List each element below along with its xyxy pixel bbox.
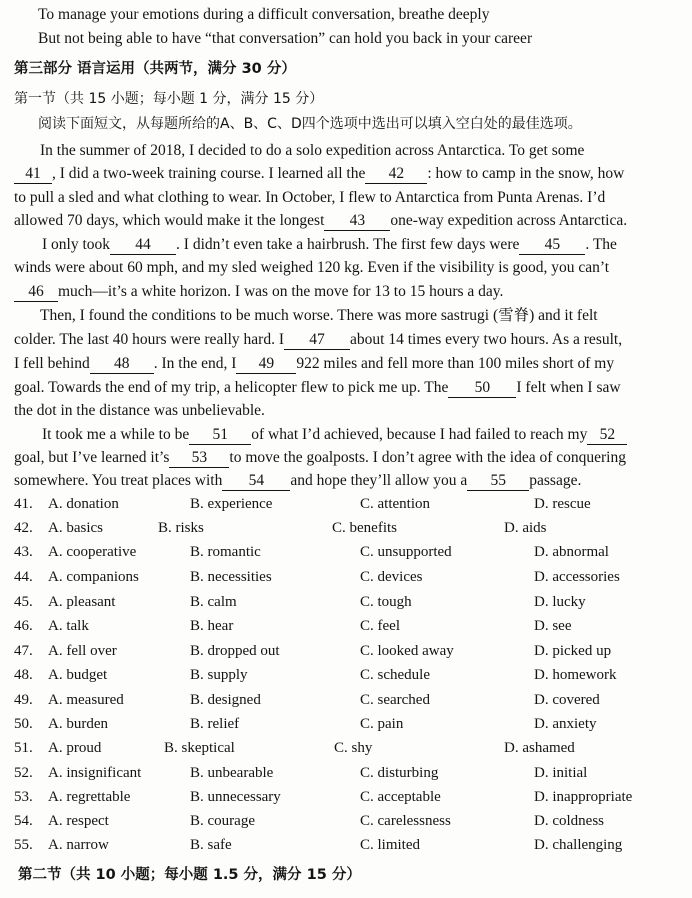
- blank-54[interactable]: 54: [222, 472, 290, 491]
- option-b[interactable]: B. romantic: [190, 544, 261, 560]
- option-d[interactable]: D. covered: [534, 692, 600, 708]
- option-d[interactable]: D. challenging: [534, 837, 623, 853]
- option-b[interactable]: B. skeptical: [164, 740, 235, 756]
- passage-line: somewhere. You treat places with 54 and hope they’ll allow you a 55 passage.: [14, 472, 582, 489]
- option-d[interactable]: D. accessories: [534, 569, 620, 585]
- option-d[interactable]: D. abnormal: [534, 544, 609, 560]
- question-number: 55.: [14, 837, 33, 853]
- option-d[interactable]: D. see: [534, 618, 572, 634]
- option-c[interactable]: C. limited: [360, 837, 420, 853]
- blank-46[interactable]: 46: [14, 283, 58, 302]
- option-c[interactable]: C. searched: [360, 692, 430, 708]
- option-a[interactable]: A. insignificant: [48, 765, 142, 781]
- option-d[interactable]: D. picked up: [534, 643, 612, 659]
- passage-line: I only took 44 . I didn’t even take a hairbrush. The first few days were 45 . The: [42, 236, 617, 253]
- option-a[interactable]: A. budget: [48, 667, 108, 683]
- option-a[interactable]: A. respect: [48, 813, 109, 829]
- passage-line: the dot in the distance was unbelievable.: [14, 402, 265, 419]
- passage-line: It took me a while to be 51 of what I’d achieved, because I had failed to reach my 52: [42, 423, 682, 446]
- question-number: 47.: [14, 643, 33, 659]
- option-c[interactable]: C. looked away: [360, 643, 454, 659]
- option-a[interactable]: A. measured: [48, 692, 124, 708]
- option-d[interactable]: D. rescue: [534, 496, 591, 512]
- question-number: 49.: [14, 692, 33, 708]
- question-row: [14, 566, 682, 590]
- option-a[interactable]: A. fell over: [48, 643, 117, 659]
- blank-55[interactable]: 55: [467, 472, 529, 491]
- option-d[interactable]: D. inappropriate: [534, 789, 633, 805]
- question-number: 51.: [14, 740, 33, 756]
- option-d[interactable]: D. anxiety: [534, 716, 597, 732]
- option-c[interactable]: C. shy: [334, 740, 373, 756]
- question-number: 52.: [14, 765, 33, 781]
- passage-line: Then, I found the conditions to be much worse. There was more sastrugi (雪脊) and it felt: [40, 307, 598, 324]
- option-d[interactable]: D. coldness: [534, 813, 604, 829]
- question-number: 41.: [14, 496, 33, 512]
- option-c[interactable]: C. feel: [360, 618, 400, 634]
- passage-line: I fell behind 48 . In the end, I 49 922 miles and fell more than 100 miles short of my: [14, 355, 615, 372]
- option-d[interactable]: D. lucky: [534, 594, 586, 610]
- question-row: [14, 493, 682, 517]
- instruction: 阅读下面短文，从每题所给的A、B、C、D四个选项中选出可以填入空白处的最佳选项。: [38, 116, 582, 132]
- option-b[interactable]: B. risks: [158, 520, 204, 536]
- question-number: 53.: [14, 789, 33, 805]
- option-b[interactable]: B. calm: [190, 594, 237, 610]
- option-a[interactable]: A. basics: [48, 520, 103, 536]
- question-row: [14, 713, 682, 737]
- option-a[interactable]: A. companions: [48, 569, 139, 585]
- section2-title: 第二节（共 10 小题；每小题 1.5 分，满分 15 分）: [18, 867, 361, 883]
- section1-title: 第一节（共 15 小题；每小题 1 分，满分 15 分）: [14, 91, 324, 107]
- option-d[interactable]: D. initial: [534, 765, 588, 781]
- passage-line: In the summer of 2018, I decided to do a solo expedition across Antarctica. To get some: [40, 142, 585, 159]
- question-row: [14, 640, 682, 664]
- question-row: [14, 737, 682, 761]
- option-d[interactable]: D. homework: [534, 667, 617, 683]
- question-number: 45.: [14, 594, 33, 610]
- option-c[interactable]: C. carelessness: [360, 813, 451, 829]
- question-row: [14, 517, 682, 541]
- option-a[interactable]: A. donation: [48, 496, 119, 512]
- question-row: [14, 615, 682, 639]
- option-c[interactable]: C. acceptable: [360, 789, 441, 805]
- option-c[interactable]: C. benefits: [332, 520, 397, 536]
- question-number: 48.: [14, 667, 33, 683]
- option-a[interactable]: A. regrettable: [48, 789, 131, 805]
- blank-41[interactable]: 41: [14, 165, 52, 184]
- option-b[interactable]: B. unbearable: [190, 765, 274, 781]
- option-a[interactable]: A. narrow: [48, 837, 109, 853]
- option-b[interactable]: B. hear: [190, 618, 234, 634]
- option-c[interactable]: C. devices: [360, 569, 423, 585]
- question-row: [14, 762, 682, 786]
- option-b[interactable]: B. unnecessary: [190, 789, 281, 805]
- option-c[interactable]: C. schedule: [360, 667, 430, 683]
- option-b[interactable]: B. experience: [190, 496, 273, 512]
- question-row: [14, 810, 682, 834]
- passage-line: to pull a sled and what clothing to wear. In October, I flew to Antarctica from Punta Arenas. I’d: [14, 189, 606, 206]
- option-a[interactable]: A. burden: [48, 716, 108, 732]
- option-c[interactable]: C. pain: [360, 716, 404, 732]
- option-a[interactable]: A. talk: [48, 618, 89, 634]
- blank-45[interactable]: 45: [519, 236, 585, 255]
- option-b[interactable]: B. relief: [190, 716, 240, 732]
- intro-line-2: But not being able to have “that conversation” can hold you back in your career: [38, 30, 533, 47]
- option-a[interactable]: A. cooperative: [48, 544, 137, 560]
- blank-43[interactable]: 43: [324, 212, 390, 231]
- option-a[interactable]: A. pleasant: [48, 594, 116, 610]
- passage-line: goal. Towards the end of my trip, a helicopter flew to pick me up. The 50 I felt when I saw: [14, 379, 621, 396]
- part-title: 第三部分 语言运用（共两节，满分 30 分）: [14, 61, 296, 77]
- blank-51[interactable]: 51: [189, 426, 251, 445]
- question-row: [14, 689, 682, 713]
- question-number: 46.: [14, 618, 33, 634]
- blank-42[interactable]: 42: [365, 165, 427, 184]
- blank-47[interactable]: 47: [284, 331, 350, 350]
- question-row: [14, 786, 682, 810]
- passage-line: winds were about 60 mph, and my sled weighed 120 kg. Even if the visibility is good, you can’t: [14, 259, 610, 276]
- option-b[interactable]: B. safe: [190, 837, 232, 853]
- blank-49[interactable]: 49: [236, 355, 296, 374]
- question-number: 54.: [14, 813, 33, 829]
- blank-50[interactable]: 50: [448, 379, 516, 398]
- blank-44[interactable]: 44: [110, 236, 176, 255]
- passage-line: 41 , I did a two-week training course. I learned all the 42 : how to camp in the snow, how: [14, 162, 682, 185]
- blank-52[interactable]: 52: [587, 426, 627, 445]
- passage-line: goal, but I’ve learned it’s 53 to move the goalposts. I don’t agree with the idea of conquering: [14, 449, 626, 466]
- option-d[interactable]: D. ashamed: [504, 740, 575, 756]
- question-row: [14, 664, 682, 688]
- option-b[interactable]: B. dropped out: [190, 643, 280, 659]
- blank-53[interactable]: 53: [169, 449, 229, 468]
- question-row: [14, 541, 682, 565]
- passage-line: allowed 70 days, which would make it the longest 43 one-way expedition across Antarctica.: [14, 212, 628, 229]
- option-c[interactable]: C. attention: [360, 496, 430, 512]
- question-number: 50.: [14, 716, 33, 732]
- passage-line: colder. The last 40 hours were really hard. I 47 about 14 times every two hours. As a result,: [14, 331, 623, 348]
- question-row: [14, 834, 682, 858]
- option-a[interactable]: A. proud: [48, 740, 102, 756]
- question-number: 44.: [14, 569, 33, 585]
- question-row: [14, 591, 682, 615]
- option-d[interactable]: D. aids: [504, 520, 547, 536]
- option-b[interactable]: B. supply: [190, 667, 248, 683]
- question-number: 42.: [14, 520, 33, 536]
- option-b[interactable]: B. designed: [190, 692, 261, 708]
- passage-line: 46 much—it’s a white horizon. I was on the move for 13 to 15 hours a day.: [14, 280, 682, 303]
- option-b[interactable]: B. necessities: [190, 569, 272, 585]
- intro-line-1: To manage your emotions during a difficult conversation, breathe deeply: [38, 6, 490, 23]
- option-b[interactable]: B. courage: [190, 813, 255, 829]
- question-number: 43.: [14, 544, 33, 560]
- blank-48[interactable]: 48: [90, 355, 154, 374]
- option-c[interactable]: C. unsupported: [360, 544, 452, 560]
- option-c[interactable]: C. disturbing: [360, 765, 439, 781]
- option-c[interactable]: C. tough: [360, 594, 412, 610]
